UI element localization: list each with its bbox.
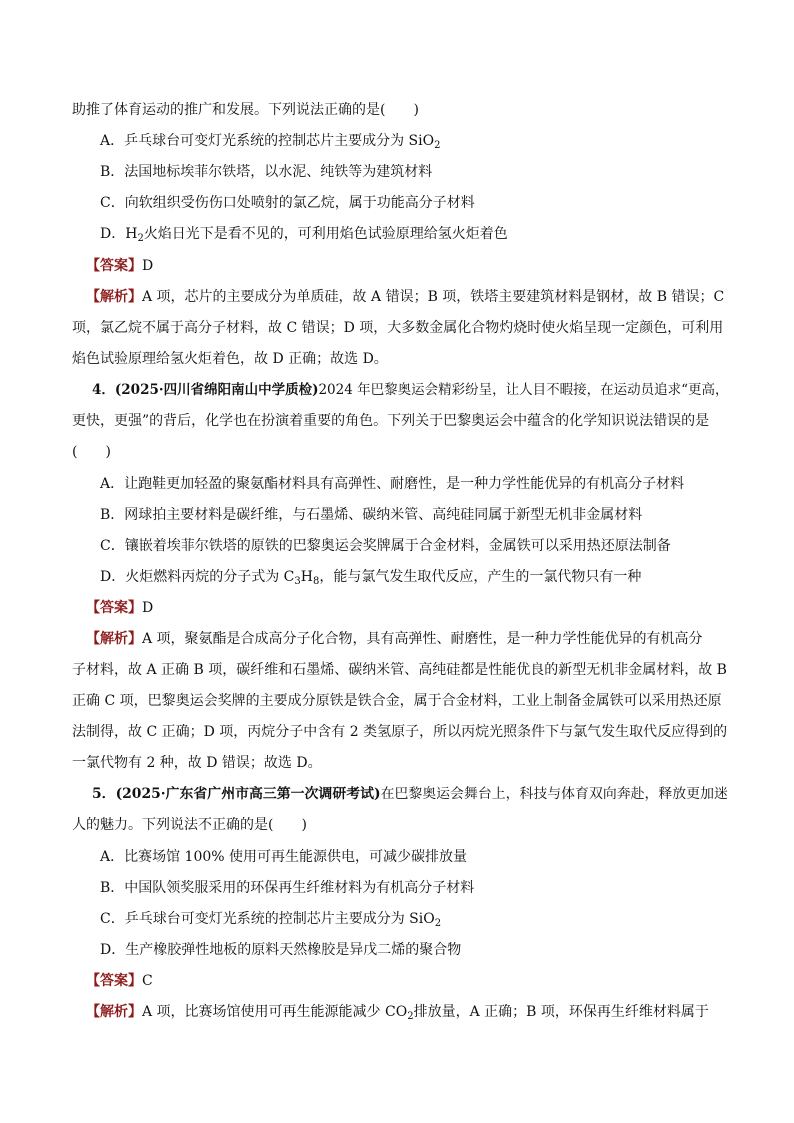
- q4-stem-line-1: 4．(2025·四川省绵阳南山中学质检)2024 年巴黎奥运会精彩纷呈，让人目不暇接，在运动员追求“更高，: [92, 382, 729, 398]
- q3-answer: 【答案】D: [86, 258, 154, 274]
- q4-option-a: A．让跑鞋更加轻盈的聚氨酯材料具有高弹性、耐磨性，是一种力学性能优异的有机高分子材料: [100, 476, 685, 492]
- q4-analysis-line-2: 子材料，故 A 正确 B 项，碳纤维和石墨烯、碳纳米管、高纯硅都是性能优良的新型无机非金属材料，故 B: [72, 662, 727, 678]
- q3-option-d: D．$H_2$火焰日光下是看不见的，可利用焰色试验原理给氢火炬着色: [100, 226, 508, 244]
- q4-analysis-line-5: 一氯代物有 2 种，故 D 错误；故选 D。: [72, 755, 322, 771]
- q4-answer: 【答案】D: [86, 600, 154, 616]
- q4-option-c: C．镶嵌着埃菲尔铁塔的原铁的巴黎奥运会奖牌属于合金材料，金属铁可以采用热还原法制备: [100, 538, 671, 554]
- q3-option-a: A．乒乓球台可变灯光系统的控制芯片主要成分为 SiO$_2$: [100, 133, 441, 151]
- q5-analysis-line-1: 【解析】A 项，比赛场馆使用可再生能源能减少 $CO_2$排放量，A 正确；B 项，环保再生纤维材料属于: [86, 1004, 709, 1022]
- q4-option-d: D．火炬燃料丙烷的分子式为 $C_3H_8$，能与氯气发生取代反应，产生的一氯代物只有一种: [100, 569, 642, 587]
- q5-stem-line-1: 5．(2025·广东省广州市高三第一次调研考试)在巴黎奥运会舞台上，科技与体育双向奔赴，释放更加迷: [92, 786, 728, 802]
- q4-stem-line-2: 更快，更强”的背后，化学也在扮演着重要的角色。下列关于巴黎奥运会中蕴含的化学知识说法错误的是: [72, 413, 710, 429]
- q3-option-c: C．向软组织受伤伤口处喷射的氯乙烷，属于功能高分子材料: [100, 195, 475, 211]
- q4-stem-line-3: ( ): [72, 444, 111, 460]
- q4-analysis-line-3: 正确 C 项，巴黎奥运会奖牌的主要成分原铁是铁合金，属于合金材料，工业上制备金属铁可以采用热还原: [72, 693, 722, 709]
- q5-option-c: C．乒乓球台可变灯光系统的控制芯片主要成分为 SiO$_2$: [100, 911, 442, 929]
- q5-option-d: D．生产橡胶弹性地板的原料天然橡胶是异戊二烯的聚合物: [100, 942, 462, 958]
- q3-analysis-line-1: 【解析】A 项，芯片的主要成分为单质硅，故 A 错误；B 项，铁塔主要建筑材料是钢材，故 B 错误；C: [86, 289, 725, 305]
- q5-answer: 【答案】C: [86, 973, 153, 989]
- q3-option-b: B．法国地标埃菲尔铁塔，以水泥、纯铁等为建筑材料: [100, 164, 433, 180]
- q4-analysis-line-1: 【解析】A 项，聚氨酯是合成高分子化合物，具有高弹性、耐磨性，是一种力学性能优异的有机高分: [86, 631, 703, 647]
- q4-option-b: B．网球拍主要材料是碳纤维，与石墨烯、碳纳米管、高纯硅同属于新型无机非金属材料: [100, 507, 643, 523]
- q5-option-b: B．中国队领奖服采用的环保再生纤维材料为有机高分子材料: [100, 880, 475, 896]
- q4-analysis-line-4: 法制得，故 C 正确；D 项，丙烷分子中含有 2 类氢原子，所以丙烷光照条件下与氯气发生取代反应得到的: [72, 724, 728, 740]
- q5-option-a: A．比赛场馆 100% 使用可再生能源供电，可减少碳排放量: [100, 849, 468, 865]
- q3-stem-tail: 助推了体育运动的推广和发展。下列说法正确的是( ): [72, 102, 419, 118]
- q5-stem-line-2: 人的魅力。下列说法不正确的是( ): [72, 817, 307, 833]
- q3-analysis-line-3: 焰色试验原理给氢火炬着色，故 D 正确；故选 D。: [72, 351, 388, 367]
- q3-analysis-line-2: 项，氯乙烷不属于高分子材料，故 C 错误；D 项，大多数金属化合物灼烧时使火焰呈现一定颜色，可利用: [72, 320, 724, 336]
